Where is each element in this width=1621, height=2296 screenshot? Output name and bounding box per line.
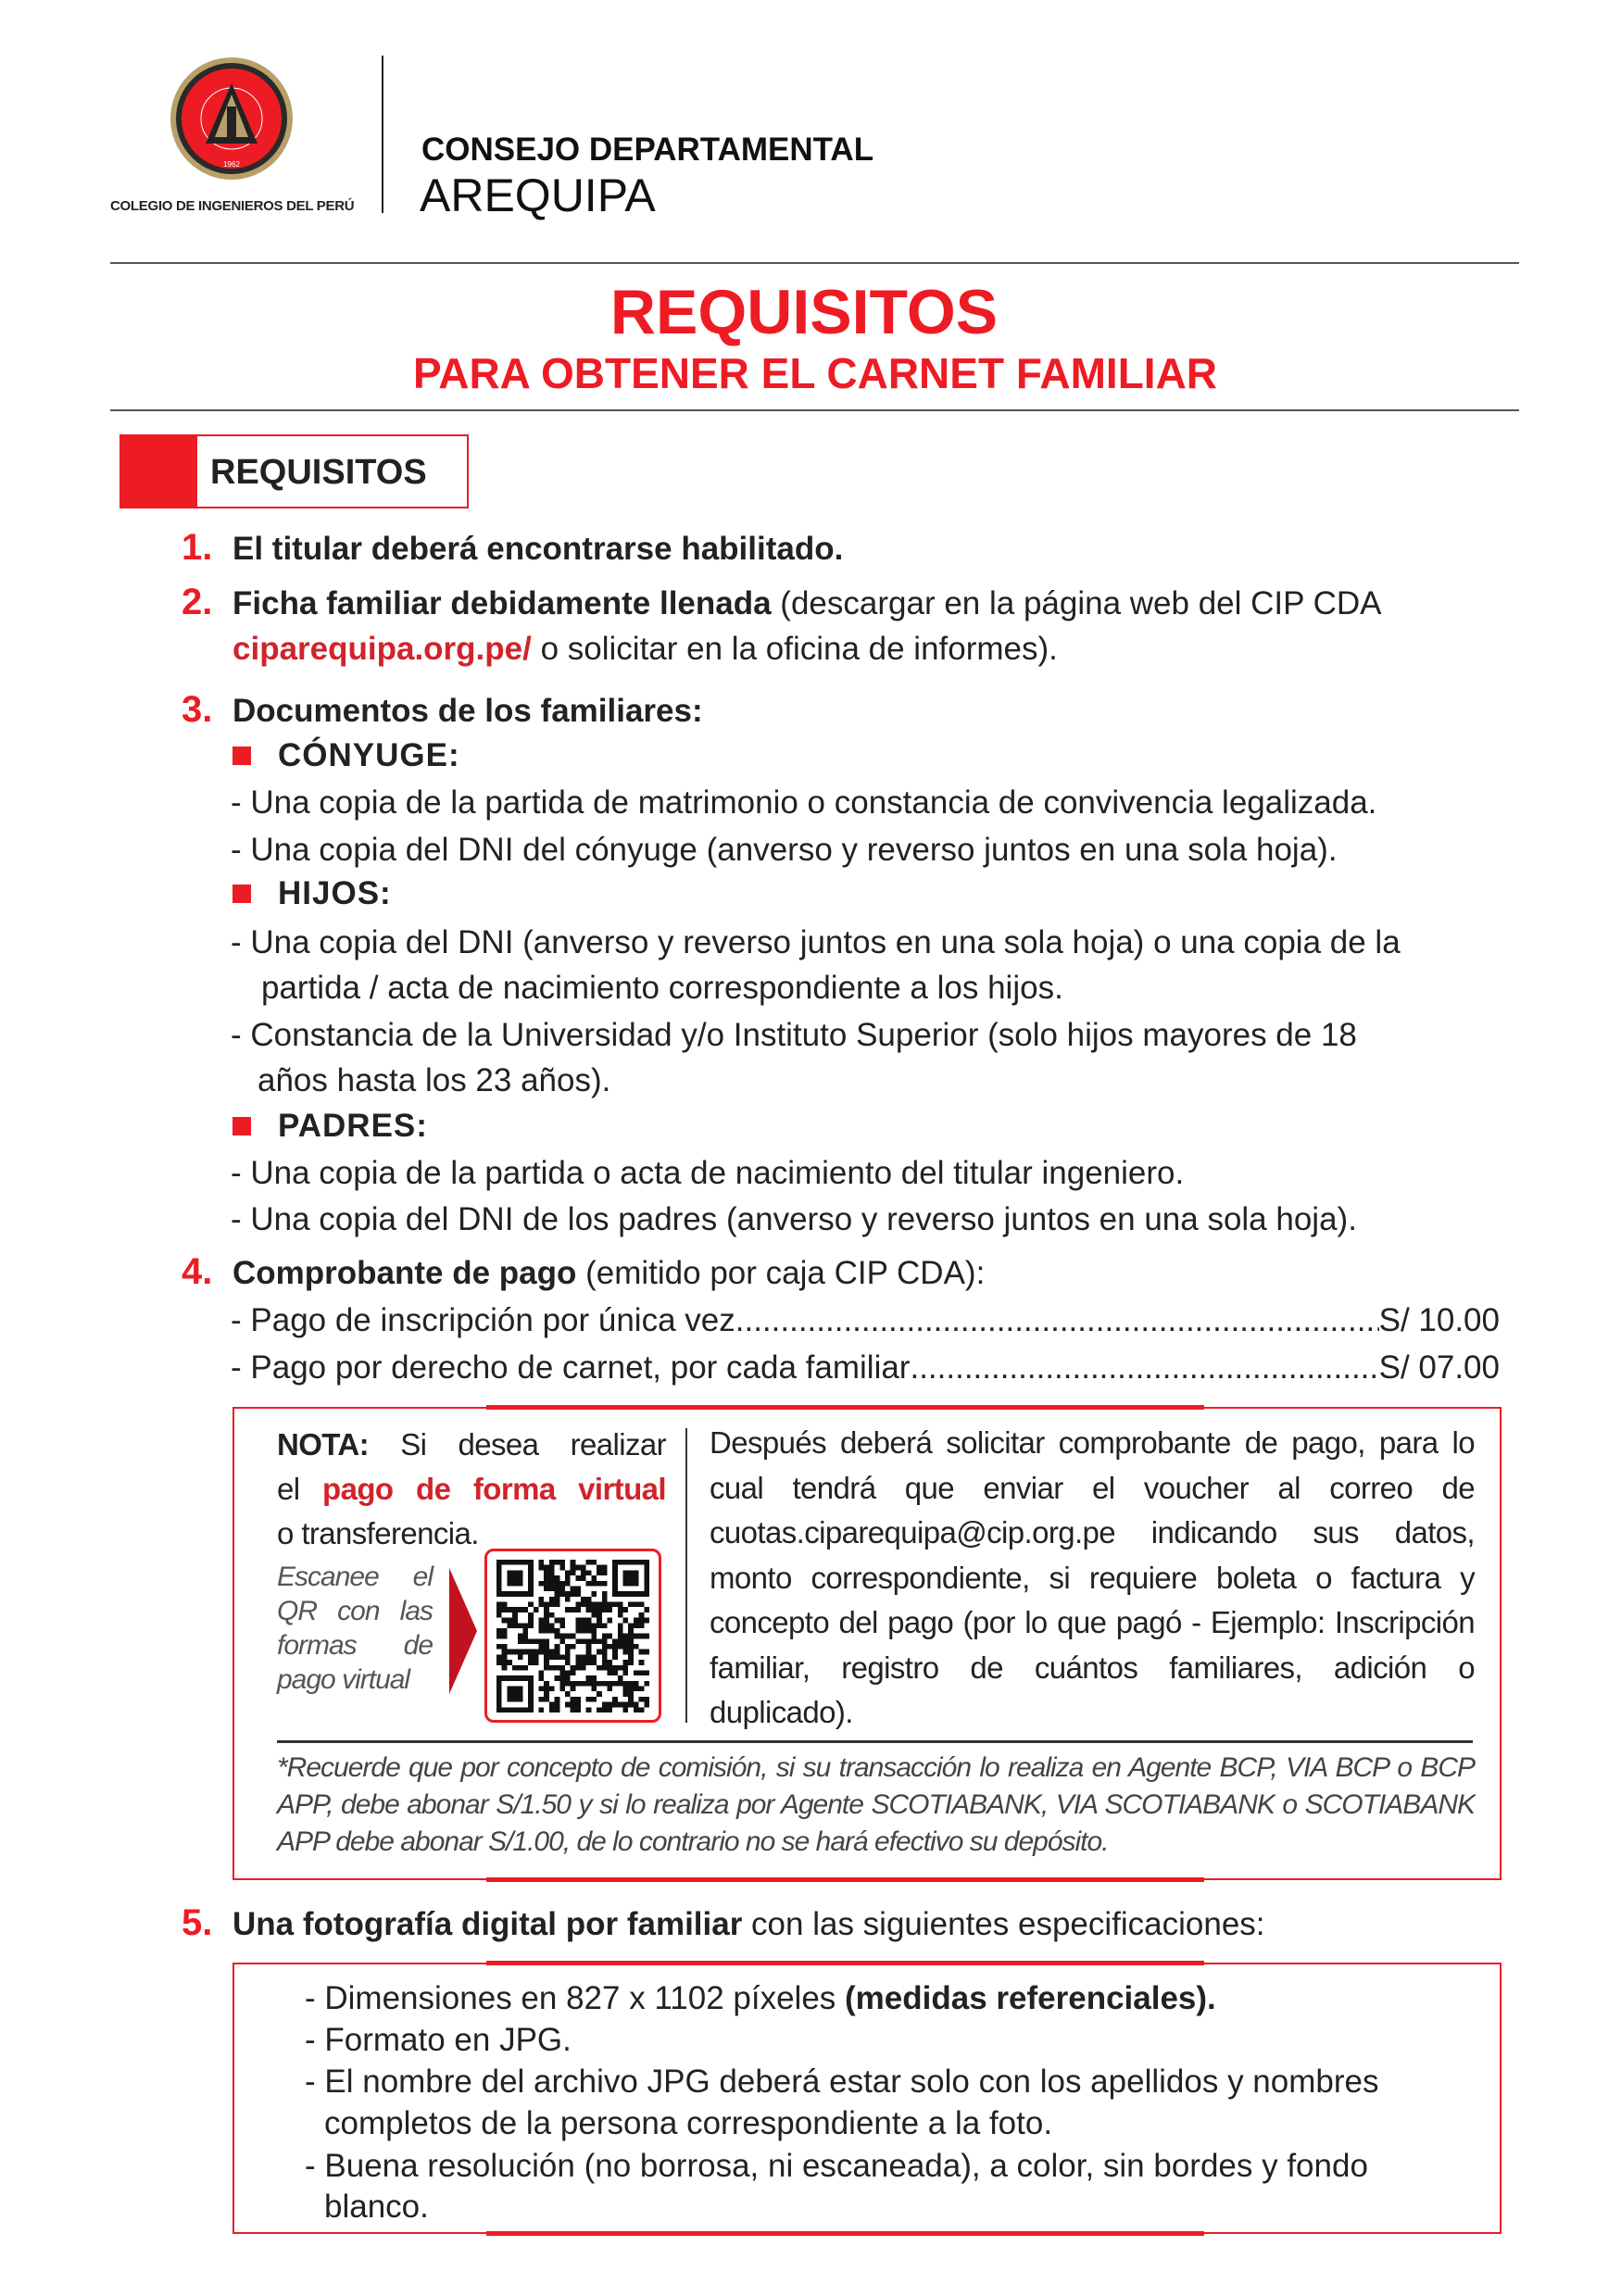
item-number: 3. <box>182 689 213 730</box>
fee-label: - Pago por derecho de carnet, por cada familiar <box>231 1349 911 1386</box>
nota-column-divider <box>685 1428 687 1723</box>
nota-text: el <box>277 1472 323 1506</box>
council-name: CONSEJO DEPARTAMENTAL <box>421 132 874 168</box>
arrow-right-icon <box>449 1568 477 1694</box>
section-header-marker <box>119 434 197 508</box>
conyuge-req: - Una copia del DNI del cónyuge (anverso y reverso juntos en una sola hoja). <box>231 832 1338 868</box>
photo-spec: - Buena resolución (no borrosa, ni escaneada), a color, sin bordes y fondo <box>305 2148 1368 2184</box>
payment-qr-code[interactable] <box>496 1560 649 1713</box>
item-number: 1. <box>182 527 213 568</box>
hijos-req-cont: años hasta los 23 años). <box>258 1062 611 1098</box>
padres-heading: PADRES: <box>278 1108 428 1144</box>
city-name: AREQUIPA <box>420 169 656 221</box>
item-5-bold: Una fotografía digital por familiar <box>232 1906 743 1942</box>
photo-spec-cont: blanco. <box>324 2189 429 2225</box>
item-2-bold: Ficha familiar debidamente llenada <box>232 585 772 621</box>
photo-spec-cont: completos de la persona correspondiente a la foto. <box>324 2105 1053 2141</box>
cip-logo <box>169 56 295 182</box>
scan-instruction: Escanee el QR con las formas de pago virtual <box>277 1562 433 1695</box>
hijos-heading: HIJOS: <box>278 875 392 911</box>
nota-line-2 <box>277 1467 666 1512</box>
divider-title <box>110 409 1519 411</box>
nota-line-1 <box>277 1423 666 1467</box>
accent-bar <box>486 1877 1204 1882</box>
svg-text:1962: 1962 <box>223 160 240 169</box>
page-title: REQUISITOS <box>609 277 999 347</box>
item-5 <box>232 1901 1265 1948</box>
item-3: Documentos de los familiares: <box>232 693 703 729</box>
website-link[interactable]: ciparequipa.org.pe/ <box>232 631 532 667</box>
dot-leader <box>910 1345 1378 1391</box>
divider-top <box>110 262 1519 264</box>
section-header-label: REQUISITOS <box>210 453 427 492</box>
item-number: 4. <box>182 1251 213 1292</box>
item-number: 5. <box>182 1902 213 1943</box>
dot-leader <box>735 1298 1379 1344</box>
item-number: 2. <box>182 582 213 622</box>
fee-value: S/ 07.00 <box>1378 1349 1500 1386</box>
hijos-req: - Una copia del DNI (anverso y reverso juntos en una sola hoja) o una copia de la <box>231 924 1401 960</box>
item-4 <box>232 1250 985 1297</box>
logo-caption: COLEGIO DE INGENIEROS DEL PERÚ <box>110 198 355 214</box>
conyuge-req: - Una copia de la partida de matrimonio o constancia de convivencia legalizada. <box>231 784 1377 821</box>
bullet-square-icon <box>232 885 251 903</box>
item-2 <box>232 581 1381 627</box>
commission-footnote: *Recuerde que por concepto de comisión, si su transacción lo realiza en Agente BCP, VIA BCP o BCP APP, debe abonar S/1.50 y si lo realiza por Agente SCOTIABANK, VIA SCOTIABANK o SCOTIABANK APP debe abonar S/1.00, de lo contrario no se hará efectivo su depósito. <box>277 1752 1475 1857</box>
item-4-bold: Comprobante de pago <box>232 1255 577 1291</box>
item-2-rest2: o solicitar en la oficina de informes). <box>531 631 1058 667</box>
header-divider <box>382 56 383 213</box>
nota-virtual-highlight: pago de forma virtual <box>322 1472 666 1506</box>
item-2-rest: (descargar en la página web del CIP CDA <box>771 585 1382 621</box>
item-4-rest: (emitido por caja CIP CDA): <box>576 1255 986 1291</box>
hijos-req-cont: partida / acta de nacimiento correspondiente a los hijos. <box>261 970 1063 1006</box>
accent-bar <box>486 1405 1204 1410</box>
bullet-square-icon <box>232 1117 251 1135</box>
photo-spec <box>305 1976 1216 2022</box>
bullet-square-icon <box>232 747 251 765</box>
nota-label: NOTA: <box>277 1427 370 1462</box>
page-subtitle: PARA OBTENER EL CARNET FAMILIAR <box>412 349 1218 397</box>
item-1: El titular deberá encontrarse habilitado. <box>232 531 844 567</box>
qr-code-frame <box>484 1549 661 1723</box>
photo-spec-bold: (medidas referenciales). <box>845 1980 1216 2016</box>
accent-bar <box>486 2231 1204 2236</box>
padres-req: - Una copia de la partida o acta de nacimiento del titular ingeniero. <box>231 1155 1185 1191</box>
nota-text: Si desea realizar <box>369 1427 666 1462</box>
item-5-rest: con las siguientes especificaciones: <box>742 1906 1265 1942</box>
nota-instructions: Después deberá solicitar comprobante de pago, para lo cual tendrá que enviar el voucher al correo de cuotas.ciparequipa@cip.org.pe indicando sus datos, monto correspondiente, si requiere boleta o factura y concepto del pago (por lo que pagó - Ejemplo: Inscripción familiar, registro de cuántos familiares, adición o duplicado). <box>710 1425 1475 1729</box>
photo-spec: - Formato en JPG. <box>305 2022 572 2058</box>
fee-value: S/ 10.00 <box>1378 1302 1500 1338</box>
fee-row-inscription <box>231 1298 1500 1344</box>
section-header <box>119 434 469 508</box>
fee-row-carnet <box>231 1345 1500 1391</box>
padres-req: - Una copia del DNI de los padres (anverso y reverso juntos en una sola hoja). <box>231 1201 1357 1237</box>
photo-spec-text: - Dimensiones en 827 x 1102 píxeles <box>305 1980 846 2016</box>
item-2-cont <box>232 626 1058 672</box>
conyuge-heading: CÓNYUGE: <box>278 737 460 773</box>
nota-divider <box>277 1740 1473 1743</box>
fee-label: - Pago de inscripción por única vez <box>231 1302 735 1338</box>
hijos-req: - Constancia de la Universidad y/o Instituto Superior (solo hijos mayores de 18 <box>231 1017 1357 1053</box>
photo-spec: - El nombre del archivo JPG deberá estar solo con los apellidos y nombres <box>305 2064 1379 2100</box>
accent-bar <box>486 1961 1204 1965</box>
nota-line-3: o transferencia. <box>277 1516 479 1550</box>
